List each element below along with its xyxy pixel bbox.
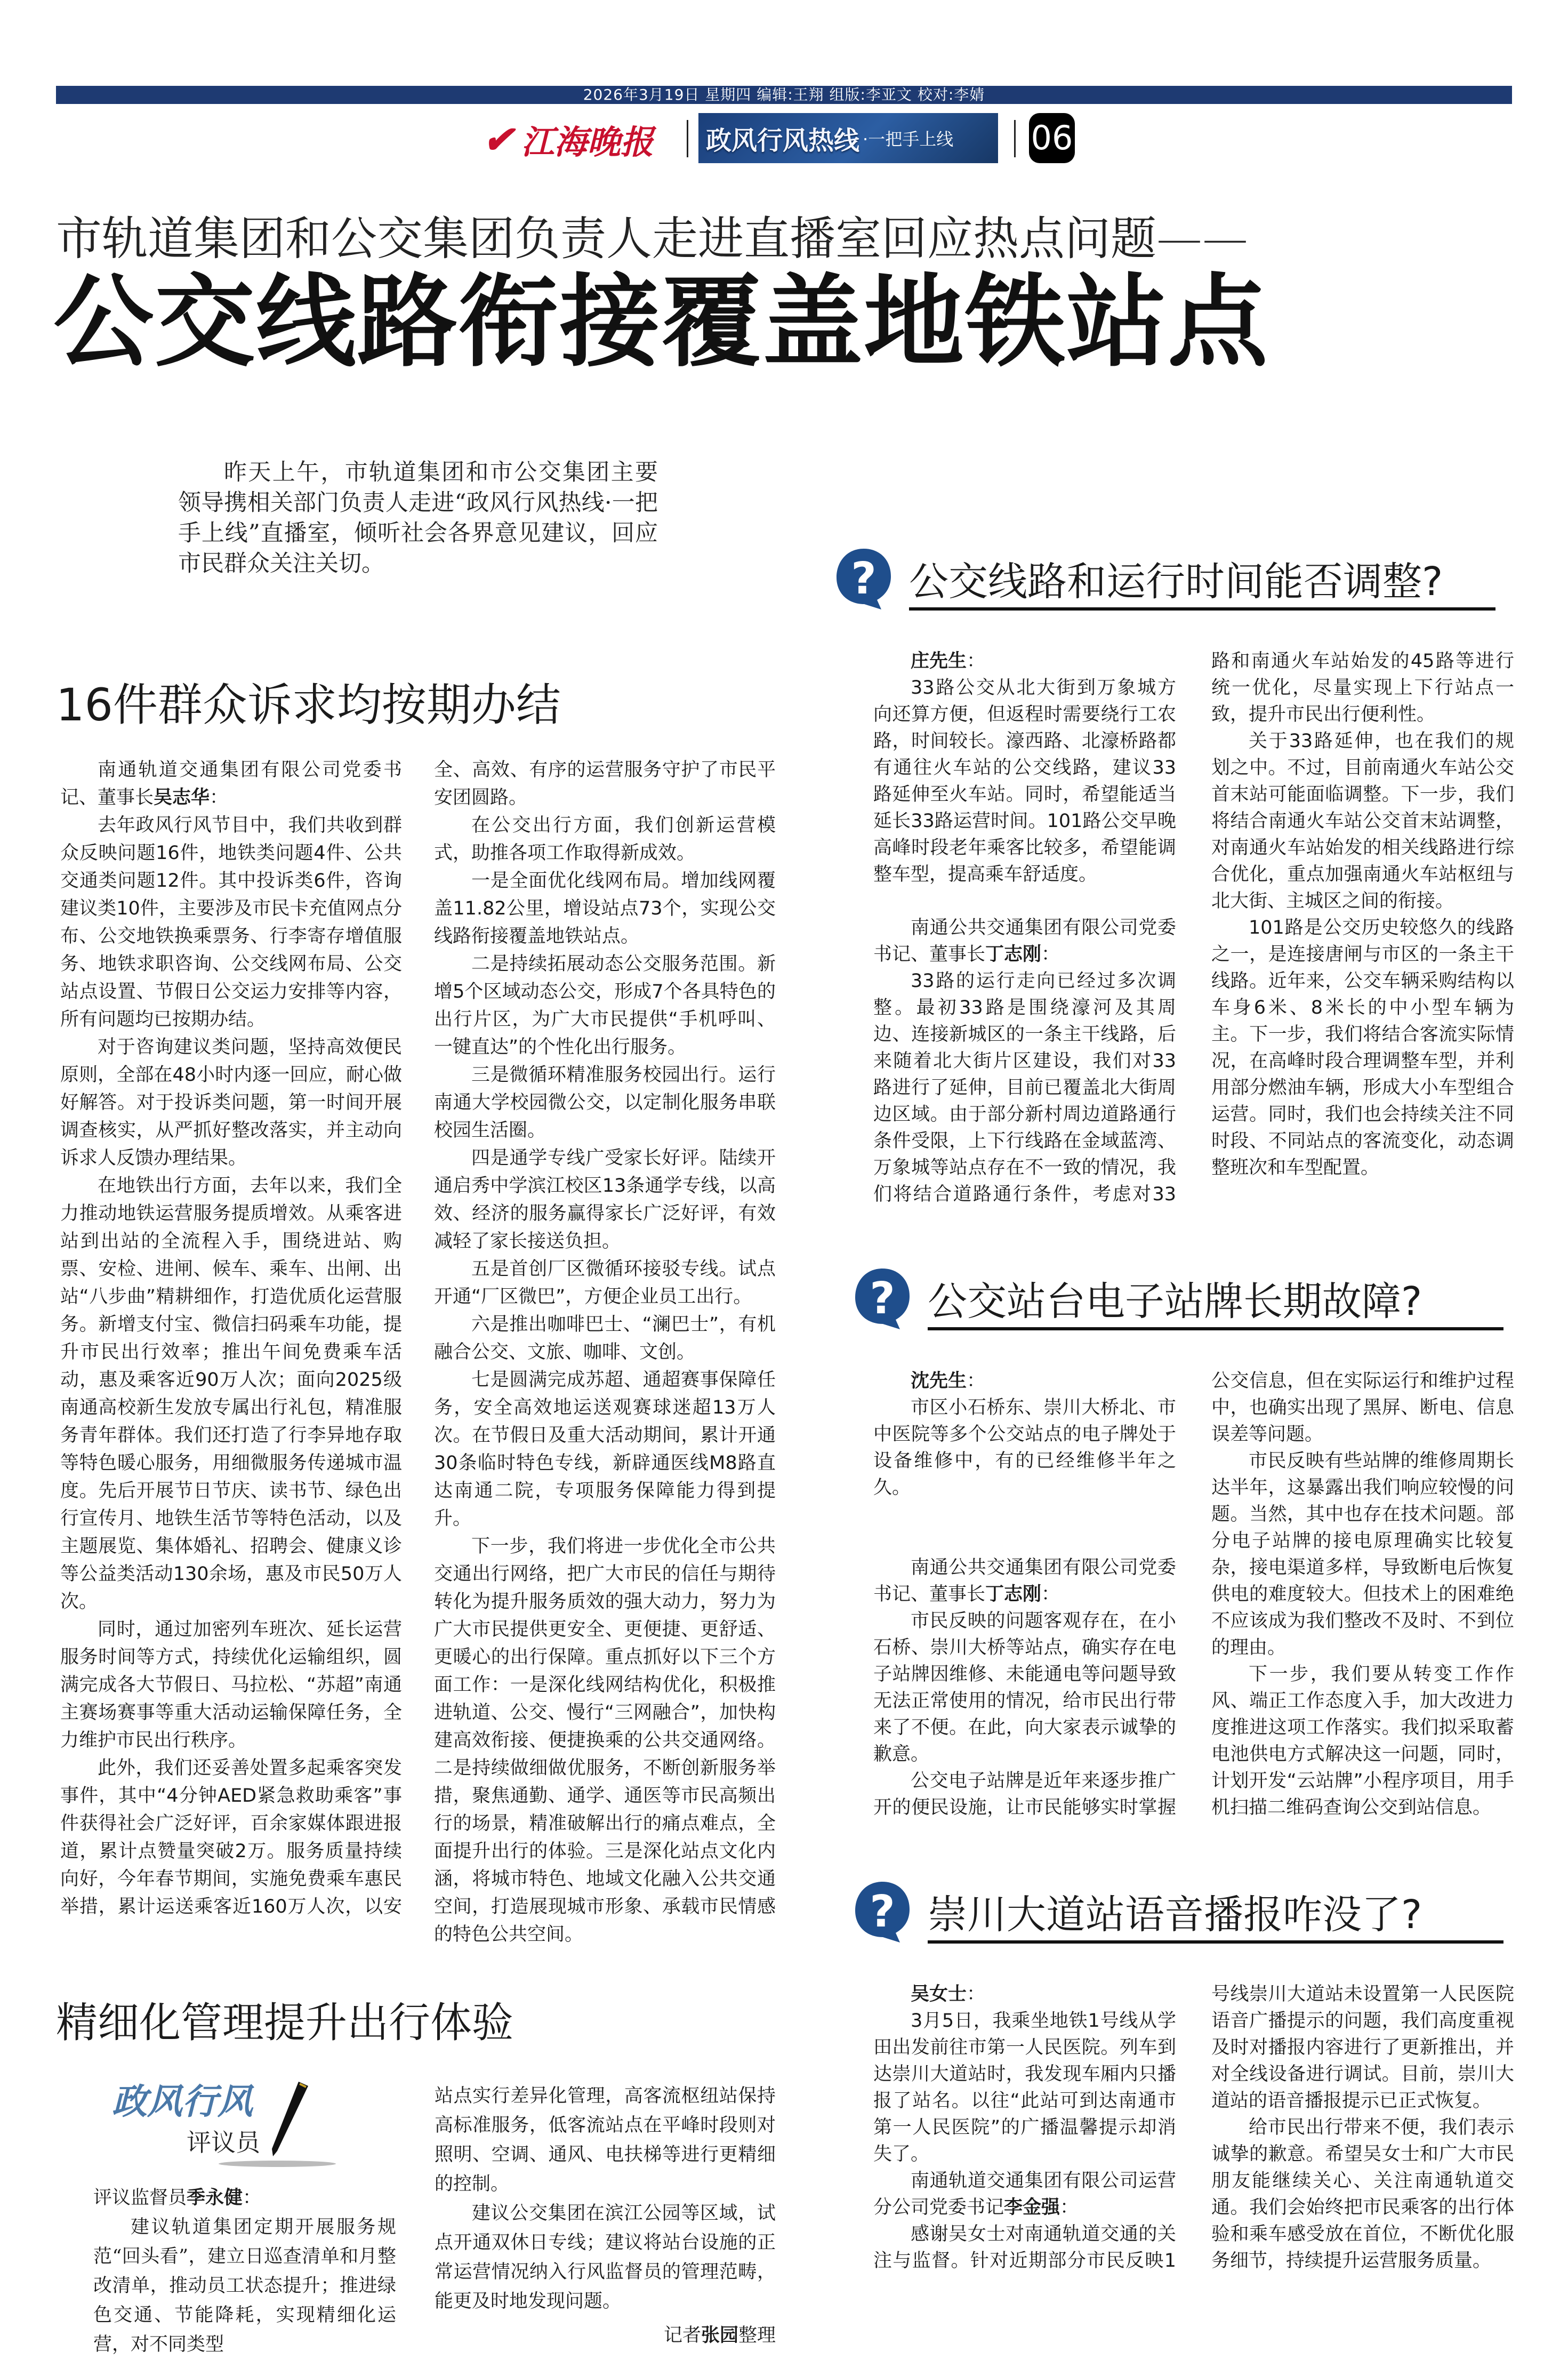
question-block-2 (834, 1266, 1514, 1821)
question-title: 公交线路和运行时间能否调整? (909, 556, 1495, 611)
paper-logo (483, 116, 654, 162)
reporter-name: 张园 (701, 2324, 738, 2346)
left-column (56, 678, 776, 2359)
body-paragraph: 下一步，我们要从转变工作作风、端正工作态度入手，加大改进力度推进这项工作落实。我们拟采取蓄电池供电方式解决这一问题，同时，计划开发“云站牌”小程序项目，用手机扫描二维码查询公交到站信息。 (1211, 1664, 1514, 1818)
question-heading-3 (853, 1880, 1514, 1944)
commentary-paragraph: 建议公交集团在滨江公园等区域，试点开通双休日专线；建议将站台设施的正常运营情况纳入行风监督员的管理范畴，能更及时地发现问题。 (435, 2203, 776, 2312)
speaker-name: 李金强 (1004, 2197, 1060, 2218)
speaker-title: 南通轨道交通集团有限公司运营分公司党委书记 (873, 2170, 1176, 2218)
byline-prefix: 记者 (663, 2325, 701, 2346)
right-column (834, 547, 1514, 2333)
body-paragraph: 给市民出行带来不便，我们表示诚挚的歉意。希望吴女士和广大市民朋友能继续关心、关注南通轨道交通。我们会始终把市民乘客的出行体验和乘车感受放在首位，不断优化服务细节，持续提升运营服务质量。 (1211, 2117, 1514, 2271)
speaker-title: 南通公共交通集团有限公司党委书记、董事长 (873, 1557, 1176, 1605)
column-banner (698, 113, 998, 163)
body-paragraph: 在地铁出行方面，去年以来，我们全力推动地铁运营服务提质增效。从乘客进站到出站的全流程入手，围绕进站、购票、安检、进闸、候车、乘车、出闸、出站“八步曲”精耕细作，打造优质化运营服务。新增支付宝、微信扫码乘车功能，提升市民出行效率；推出午间免费乘车活动，惠及乘客近90万人次；面向2025级南通高校新生发放专属出行礼包，精准服务青年群体。我们还打造了行李异地存取等特色暖心服务，用细微服务传递城市温度。先后开展节日节庆、读书节、绿色出行宣传月、地铁生活节等特色活动，以及主题展览、集体婚礼、招聘会、健康义诊等公益类活动130余场，惠及市民50万人次。 (60, 1175, 402, 1612)
column-banner-subtitle: ·一把手上线 (863, 129, 954, 149)
colon: ： (967, 1370, 986, 1392)
colon: ： (1060, 2197, 1079, 2218)
colon: ： (243, 2187, 262, 2209)
body-paragraph: 四是通学专线广受家长好评。陆续开通启秀中学滨江校区13条通学专线，以高效、经济的服务赢得家长广泛好评，有效减轻了家长接送负担。 (434, 1147, 776, 1252)
speaker-line (873, 914, 1176, 968)
speaker-name: 丁志刚 (985, 1584, 1042, 1605)
body-paragraph: 在公交出行方面，我们创新运营模式，助推各项工作取得新成效。 (434, 815, 776, 864)
body-paragraph: 六是推出咖啡巴士、“澜巴士”，有机融合公交、文旅、咖啡、文创。 (434, 1314, 776, 1363)
speaker-name: 沈先生 (911, 1370, 967, 1392)
commentary-box (56, 2071, 776, 2359)
speaker-line (873, 1554, 1176, 1608)
svg-text:?: ? (870, 1887, 895, 1937)
svg-text:?: ? (851, 553, 877, 604)
body-paragraph: 此外，我们还妥善处置多起乘客突发事件，其中“4分钟AED紧急救助乘客”事件获得社会广泛好评，百余家媒体跟进报道，累计点赞量突破2万。服务质量持续向好，今年春节期间，实施免费乘车惠民举措，累计运送乘客近160万人次，以安全、高效、有序的运营服务守护了市民平安团圆路。 (60, 759, 776, 1917)
body-paragraph: 七是圆满完成苏超、通超赛事保障任务，安全高效地运送观赛球迷超13万人次。在节假日及重大活动期间，累计开通30条临时特色专线，新辟通医线M8路直达南通二院，专项服务保障能力得到提升。 (434, 1369, 776, 1529)
article-headline: 公交线路衔接覆盖地铁站点 (53, 264, 1269, 381)
body-paragraph: 市民反映有些站牌的维修周期长达半年，这暴露出我们响应较慢的问题。当然，其中也存在技术问题。部分电子站牌的接电原理确实比较复杂，接电渠道多样，导致断电后恢复供电的难度较大。但技术上的困难绝不应该成为我们整改不及时、不到位的理由。 (1211, 1450, 1514, 1658)
page-number: 06 (1029, 113, 1075, 163)
speaker-line (873, 1981, 1176, 2008)
colon: ： (967, 651, 986, 672)
commenter-name: 季永健 (187, 2187, 243, 2209)
speaker-line (873, 2168, 1176, 2221)
pen-shadow (219, 2161, 336, 2167)
commenter-line (93, 2183, 396, 2213)
speaker-name: 庄先生 (911, 651, 967, 672)
pen-icon (272, 2082, 308, 2156)
speaker-name: 吴志华 (154, 787, 210, 808)
speaker-line (60, 756, 402, 812)
section-body-complaints (60, 756, 776, 1948)
body-paragraph: 下一步，我们将进一步优化全市公共交通出行网络，把广大市民的信任与期待转化为提升服务质效的强大动力，努力为广大市民提供更安全、更便捷、更舒适、更暖心的出行保障。重点抓好以下三个方面工作：一是深化线网结构优化，积极推进轨道、公交、慢行“三网融合”，加快构建高效衔接、便捷换乘的公共交通网络。二是持续做细做优服务，不断创新服务举措，聚焦通勤、通学、通医等市民高频出行的场景，精准破解出行的痛点难点，全面提升出行的体验。三是深化站点文化内涵，将城市特色、地域文化融入公共交通空间，打造展现城市形象、承载市民情感的特色公共空间。 (434, 1536, 776, 1945)
speaker-line (873, 648, 1176, 675)
question-body-1 (873, 648, 1514, 1208)
paper-name: 江海晚报 (521, 122, 654, 162)
body-paragraph: 市区小石桥东、崇川大桥北、市中医院等多个公交站点的电子牌处于设备维修中，有的已经维修半年之久。 (873, 1397, 1176, 1498)
colon: ： (1041, 1584, 1060, 1605)
body-paragraph: 关于33路延伸，也在我们的规划之中。不过，目前南通火车站公交首末站可能面临调整。下一步，我们将结合南通火车站公交首末站调整，对南通火车站始发的相关线路进行综合优化，重点加强南通火车站枢纽与北大街、主城区之间的衔接。 (1211, 731, 1514, 912)
section-heading-commentary: 精细化管理提升出行体验 (56, 1999, 514, 2047)
question-bubble-icon (834, 547, 893, 611)
question-heading-1 (834, 547, 1514, 611)
body-paragraph: 对于咨询建议类问题，坚持高效便民原则，全部在48小时内逐一回应，耐心做好解答。对于投诉类问题，第一时间开展调查核实，从严抓好整改落实，并主动向诉求人反馈办理结果。 (60, 1037, 402, 1169)
colon: ： (210, 787, 229, 808)
svg-text:?: ? (870, 1273, 895, 1324)
logo-title: 政风行风 (112, 2081, 253, 2122)
speaker-title: 南通公共交通集团有限公司党委书记、董事长 (873, 917, 1176, 965)
paragraph-spacer (873, 1501, 1176, 1554)
body-paragraph: 一是全面优化线网布局。增加线网覆盖11.82公里，增设站点73个，实现公交线路衔接覆盖地铁站点。 (434, 870, 776, 947)
question-body-2 (873, 1368, 1514, 1821)
commentator-logo (107, 2071, 341, 2172)
commenter-title: 评议监督员 (93, 2187, 187, 2209)
article-subtitle: 市轨道集团和公交集团负责人走进直播室回应热点问题—— (56, 212, 1248, 266)
article-intro: 昨天上午，市轨道集团和市公交集团主要领导携相关部门负责人走进“政风行风热线·一把手上线”直播室，倾听社会各界意见建议，回应市民群众关注关切。 (178, 459, 658, 577)
commentary-paragraph: 建议轨道集团定期开展服务规范“回头看”，建立日巡查清单和月整改清单，推动员工状态提升；推进绿色交通、节能降耗，实现精细化运营，对不同类型 (93, 2217, 396, 2355)
commentary-paragraph: 站点实行差异化管理，高客流枢纽站保持高标准服务，低客流站点在平峰时段则对照明、空调、通风、电扶梯等进行更精细的控制。 (435, 2085, 776, 2195)
paragraph-spacer (873, 888, 1176, 914)
masthead-divider (1014, 120, 1016, 157)
column-banner-title: 政风行风热线 (706, 125, 860, 156)
body-paragraph: 101路是公交历史较悠久的线路之一，是连接唐闸与市区的一条主干线路。近年来，公交车辆采购结构以车身6米、8米长的中小型车辆为主。下一步，我们将结合客流实际情况，在高峰时段合理调整车型，并利用部分燃油车辆，形成大小车型组合运营。同时，我们也会持续关注不同时段、不同站点的客流变化，动态调整班次和车型配置。 (1211, 917, 1514, 1178)
body-paragraph: 市民反映的问题客观存在，在小石桥、崇川大桥等站点，确实存在电子站牌因维修、未能通电等问题导致无法正常使用的情况，给市民出行带来了不便。在此，向大家表示诚挚的歉意。 (873, 1610, 1176, 1765)
logo-subtitle: 评议员 (187, 2128, 260, 2157)
section-heading-complaints: 16件群众诉求均按期办结 (56, 679, 561, 731)
body-paragraph: 五是首创厂区微循环接驳专线。试点开通“厂区微巴”，方便企业员工出行。 (434, 1258, 776, 1307)
question-block-1 (834, 547, 1514, 1208)
colon: ： (967, 1984, 986, 2005)
speaker-line (873, 1368, 1176, 1394)
masthead-divider (687, 120, 688, 157)
body-paragraph: 感谢吴女士对南通轨道交通的关注与监督。针对近期部分市民反映1号线崇川大道站未设置第一人民医院语音广播提示的问题，我们高度重视及时对播报内容进行了更新推出，并对全线设备进行调试。目前，崇川大道站的语音播报提示已正式恢复。 (873, 1984, 1514, 2271)
body-paragraph: 3月5日，我乘坐地铁1号线从学田出发前往市第一人民医院。列车到达崇川大道站时，我发现车厢内只播报了站名。以往“此站可到达南通市第一人民医院”的广播温馨提示却消失了。 (873, 2010, 1176, 2165)
body-paragraph: 去年政风行风节目中，我们共收到群众反映问题16件，地铁类问题4件、公共交通类问题12件。其中投诉类6件，咨询建议类10件，主要涉及市民卡充值网点分布、公交地铁换乘票务、行李寄存增值服务、地铁求职咨询、公交线网布局、公交站点设置、节假日公交运力安排等内容，所有问题均已按期办结。 (60, 815, 402, 1030)
commentary-col-1 (93, 2071, 396, 2359)
question-block-3 (834, 1880, 1514, 2274)
logo-swallow-icon: ✔ (483, 117, 514, 162)
question-heading-2 (853, 1266, 1514, 1330)
speaker-name: 吴女士 (911, 1984, 967, 2005)
body-paragraph: 三是微循环精准服务校园出行。运行南通大学校园微公交，以定制化服务串联校园生活圈。 (434, 1064, 776, 1141)
body-paragraph: 33路的运行走向已经过多次调整。最初33路是围绕濠河及其周边、连接新城区的一条主干线路，后来随着北大街片区建设，我们对33路进行了延伸，目前已覆盖北大街周边区域。由于部分新村周边道路通行条件受限，上下行线路在金域蓝湾、万象城等站点存在不一致的情况，我们将结合道路通行条件，考虑对33路和南通火车站始发的45路等进行统一优化，尽量实现上下行站点一致，提升市民出行便利性。 (873, 651, 1514, 1205)
question-title: 公交站台电子站牌长期故障? (928, 1276, 1503, 1330)
question-body-3 (873, 1981, 1514, 2274)
body-paragraph: 二是持续拓展动态公交服务范围。新增5个区域动态公交，形成7个各具特色的出行片区，为广大市民提供“手机呼叫、一键直达”的个性化出行服务。 (434, 953, 776, 1058)
byline-suffix: 整理 (738, 2325, 776, 2346)
reporter-byline (435, 2321, 776, 2350)
question-bubble-icon (853, 1266, 912, 1330)
body-paragraph: 公交电子站牌是近年来逐步推广开的便民设施，让市民能够实时掌握公交信息，但在实际运行和维护过程中，也确实出现了黑屏、断电、信息误差等问题。 (873, 1370, 1514, 1818)
dateline-bar: 2026年3月19日 星期四 编辑:王翔 组版:李亚文 校对:李婧 (56, 86, 1512, 104)
question-title: 崇川大道站语音播报咋没了? (928, 1889, 1503, 1944)
speaker-name: 丁志刚 (985, 944, 1042, 965)
commentary-col-2 (435, 2082, 776, 2359)
colon: ： (1041, 944, 1060, 965)
speaker-title: 南通轨道交通集团有限公司党委书记、董事长 (60, 759, 402, 808)
body-paragraph: 同时，通过加密列车班次、延长运营服务时间等方式，持续优化运输组织，圆满完成各大节假日、马拉松、“苏超”南通主赛场赛事等重大活动运输保障任务，全力维护市民出行秩序。 (60, 1619, 402, 1751)
body-paragraph: 33路公交从北大街到万象城方向还算方便，但返程时需要绕行工农路，时间较长。濠西路、北濠桥路都有通往火车站的公交线路，建议33路延伸至火车站。同时，希望能适当延长33路运营时间。101路公交早晚高峰时段老年乘客比较多，希望能调整车型，提高乘车舒适度。 (873, 677, 1176, 885)
question-bubble-icon (853, 1880, 912, 1944)
